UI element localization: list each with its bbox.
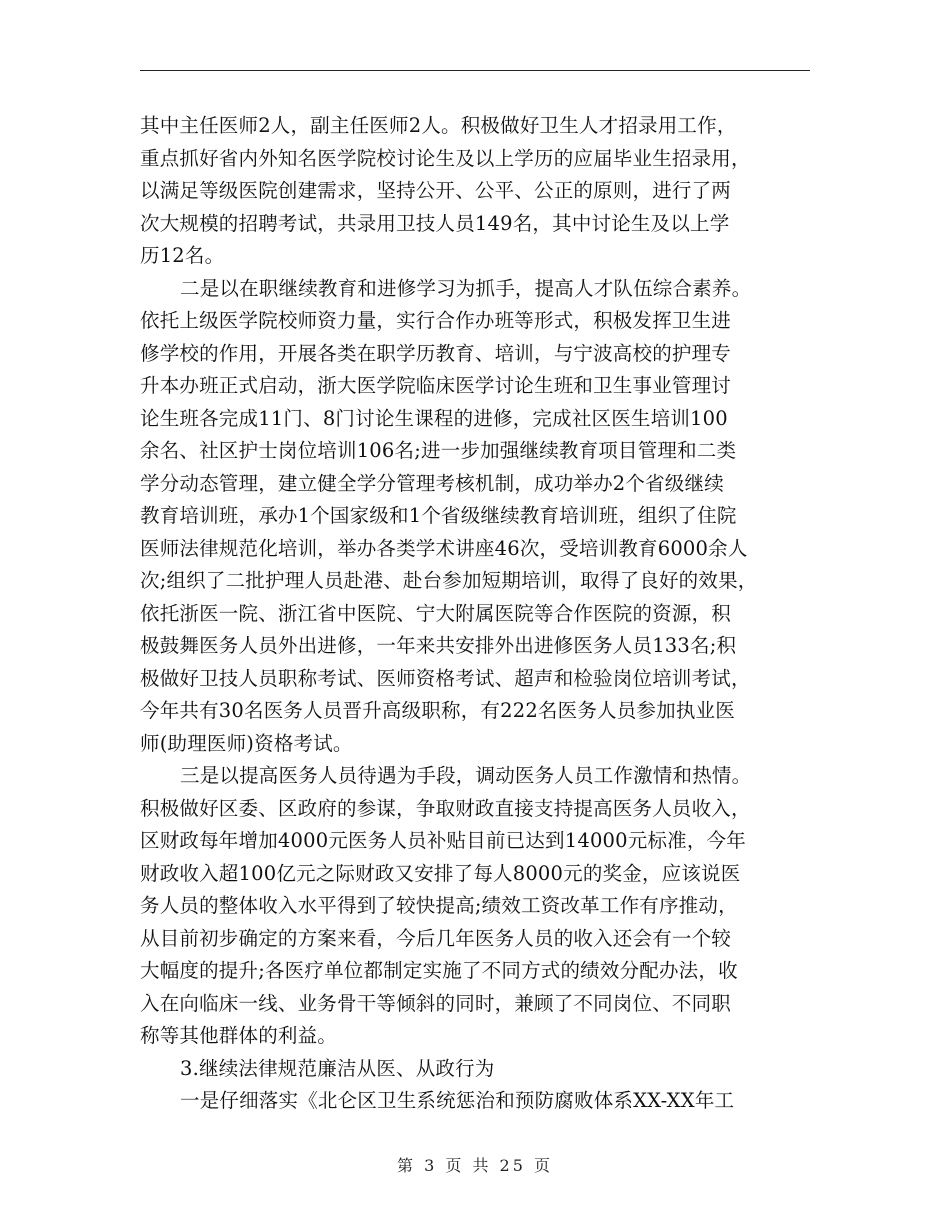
text-line: 积极做好区委、区政府的参谋，争取财政直接支持提高医务人员收入， xyxy=(140,796,751,820)
header-rule xyxy=(140,70,810,71)
text-line: 称等其他群体的利益。 xyxy=(140,1024,338,1047)
text-line: 从目前初步确定的方案来看，今后几年医务人员的收入还会有一个较 xyxy=(140,926,732,950)
text-line: 二是以在职继续教育和进修学习为抓手，提高人才队伍综合素养。 xyxy=(180,276,752,300)
text-line: 师(助理医师)资格考试。 xyxy=(140,731,353,755)
text-line: 区财政每年增加4000元医务人员补贴目前已达到14000元标准，今年 xyxy=(140,829,746,852)
text-line: 学分动态管理，建立健全学分管理考核机制，成功举办2个省级继续 xyxy=(140,471,724,495)
text-line: 三是以提高医务人员待遇为手段，调动医务人员工作激情和热情。 xyxy=(180,764,752,787)
text-line: 教育培训班，承办1个国家级和1个省级继续教育培训班，组织了住院 xyxy=(140,504,737,527)
text-line: 入在向临床一线、业务骨干等倾斜的同时，兼顾了不同岗位、不同职 xyxy=(140,991,732,1015)
text-line: 其中主任医师2人，副主任医师2人。积极做好卫生人才招录用工作， xyxy=(140,114,737,137)
text-line: 3.继续法律规范廉洁从医、从政行为 xyxy=(180,1056,495,1080)
text-line: 极鼓舞医务人员外出进修，一年来共安排外出进修医务人员133名;积 xyxy=(140,634,737,657)
text-line: 次大规模的招聘考试，共录用卫技人员149名，其中讨论生及以上学 xyxy=(140,211,730,235)
text-line: 历12名。 xyxy=(140,244,225,267)
text-line: 依托上级医学院校师资力量，实行合作办班等形式，积极发挥卫生进 xyxy=(140,309,732,332)
text-line: 以满足等级医院创建需求，坚持公开、公平、公正的原则，进行了两 xyxy=(140,179,732,202)
text-line: 财政收入超100亿元之际财政又安排了每人8000元的奖金，应该说医 xyxy=(140,861,741,885)
text-line: 升本办班正式启动，浙大医学院临床医学讨论生班和卫生事业管理讨 xyxy=(140,374,732,397)
text-line: 今年共有30名医务人员晋升高级职称，有222名医务人员参加执业医 xyxy=(140,699,735,722)
text-line: 一是仔细落实《北仑区卫生系统惩治和预防腐败体系XX-XX年工 xyxy=(180,1089,735,1112)
text-line: 务人员的整体收入水平得到了较快提高;绩效工资改革工作有序推动， xyxy=(140,894,738,917)
text-line: 次;组织了二批护理人员赴港、赴台参加短期培训，取得了良好的效果， xyxy=(140,569,758,592)
text-line: 论生班各完成11门、8门讨论生课程的进修，完成社区医生培训100 xyxy=(140,406,728,430)
text-line: 极做好卫技人员职称考试、医师资格考试、超声和检验岗位培训考试， xyxy=(140,666,751,690)
text-line: 依托浙医一院、浙江省中医院、宁大附属医院等合作医院的资源，积 xyxy=(140,601,732,625)
text-line: 医师法律规范化培训，举办各类学术讲座46次，受培训教育6000余人 xyxy=(140,536,748,560)
text-line: 修学校的作用，开展各类在职学历教育、培训，与宁波高校的护理专 xyxy=(140,341,732,365)
document-body xyxy=(140,110,812,1118)
text-line: 大幅度的提升;各医疗单位都制定实施了不同方式的绩效分配办法，收 xyxy=(140,959,738,982)
text-line: 余名、社区护士岗位培训106名;进一步加强继续教育项目管理和二类 xyxy=(140,439,737,462)
text-line: 重点抓好省内外知名医学院校讨论生及以上学历的应届毕业生招录用， xyxy=(140,146,751,170)
page-number: 第 3 页 共 25 页 xyxy=(397,1156,553,1175)
